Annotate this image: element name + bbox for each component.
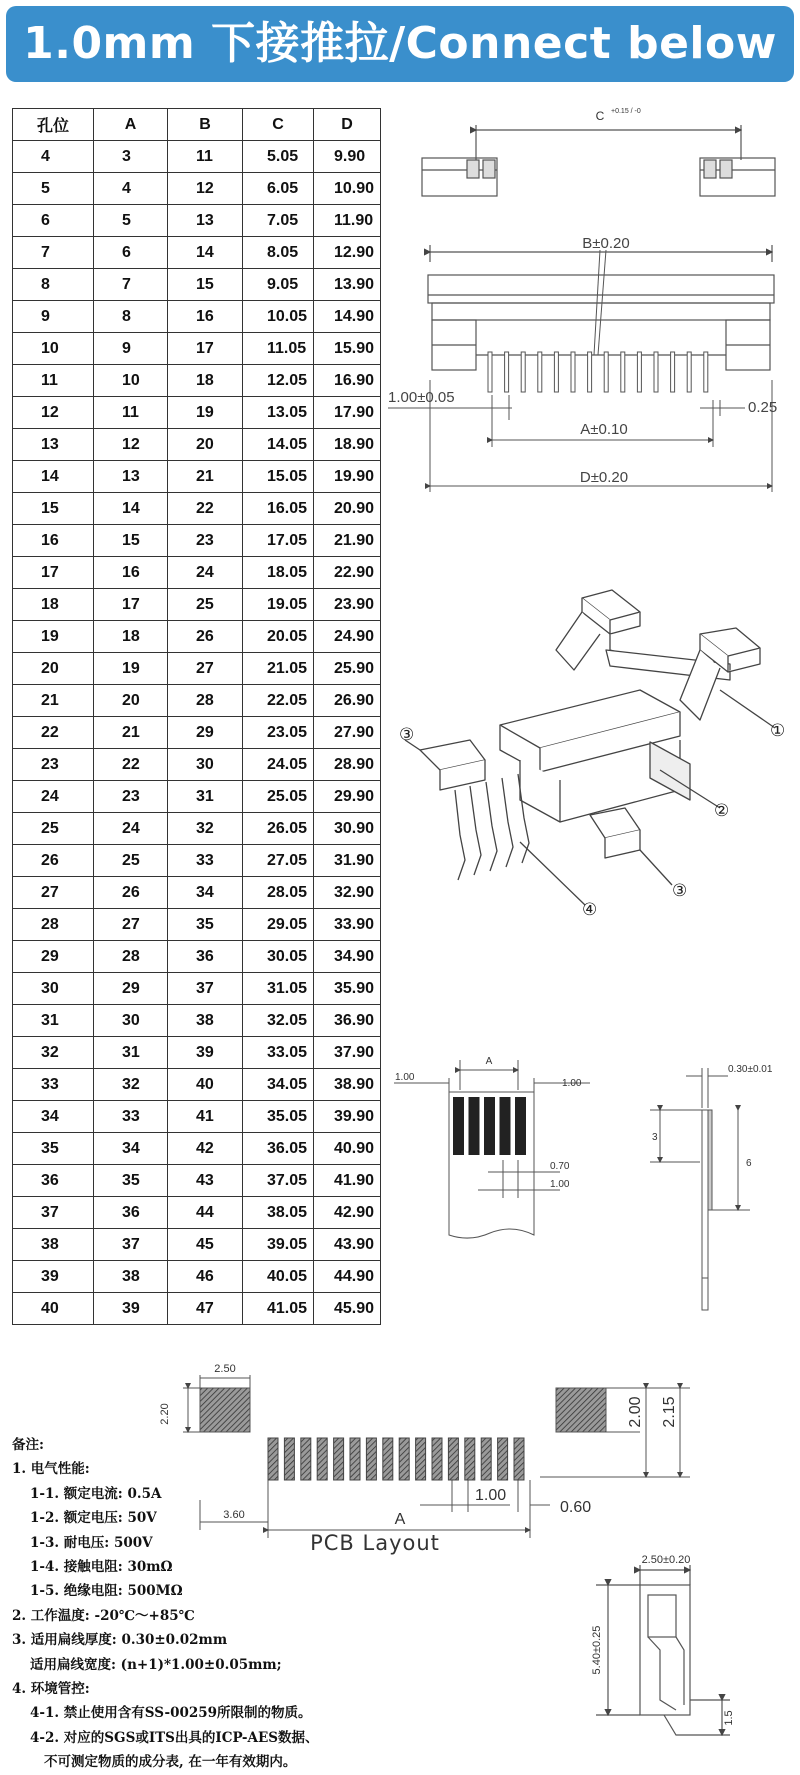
spec-notes bbox=[12, 1433, 319, 1775]
table-cell: 13.05 bbox=[243, 397, 314, 429]
table-cell: 39 bbox=[168, 1037, 243, 1069]
note-validity: 不可测定物质的成分表, 在一年有效期内。 bbox=[44, 1754, 297, 1771]
pcb-pitch-label: 1.00 bbox=[475, 1487, 507, 1504]
table-cell: 9 bbox=[13, 301, 94, 333]
table-cell: 39.90 bbox=[314, 1101, 381, 1133]
fpc-finger bbox=[453, 1097, 464, 1155]
fpc-fingers bbox=[453, 1097, 526, 1155]
table-cell: 20 bbox=[94, 685, 168, 717]
table-cell: 12 bbox=[168, 173, 243, 205]
table-cell: 4 bbox=[94, 173, 168, 205]
table-cell: 12 bbox=[13, 397, 94, 429]
table-cell: 39 bbox=[13, 1261, 94, 1293]
table-cell: 6.05 bbox=[243, 173, 314, 205]
table-cell: 17.90 bbox=[314, 397, 381, 429]
table-cell: 20.05 bbox=[243, 621, 314, 653]
table-cell: 14 bbox=[94, 493, 168, 525]
exploded-view-drawing bbox=[405, 590, 775, 905]
note-fpc-width: 适用扁线宽度: (n+1)*1.00±0.05mm; bbox=[30, 1656, 282, 1673]
table-cell: 17 bbox=[13, 557, 94, 589]
table-cell: 5 bbox=[13, 173, 94, 205]
table-cell: 40.90 bbox=[314, 1133, 381, 1165]
table-cell: 30 bbox=[94, 1005, 168, 1037]
table-cell: 34 bbox=[168, 877, 243, 909]
front-pin bbox=[571, 352, 575, 392]
table-cell: 45.90 bbox=[314, 1293, 381, 1325]
table-cell: 38 bbox=[13, 1229, 94, 1261]
fpc-finger bbox=[500, 1097, 511, 1155]
table-cell: 38 bbox=[94, 1261, 168, 1293]
table-cell: 10.05 bbox=[243, 301, 314, 333]
front-pin bbox=[604, 352, 608, 392]
table-cell: 39 bbox=[94, 1293, 168, 1325]
table-cell: 21 bbox=[94, 717, 168, 749]
table-cell: 25.90 bbox=[314, 653, 381, 685]
fpc-finger-width: 0.70 bbox=[550, 1161, 570, 1172]
pcb-pad bbox=[514, 1438, 524, 1480]
pcb-pad bbox=[498, 1438, 508, 1480]
table-cell: 34 bbox=[13, 1101, 94, 1133]
table-cell: 27 bbox=[94, 909, 168, 941]
table-cell: 21 bbox=[13, 685, 94, 717]
front-pin bbox=[505, 352, 509, 392]
table-cell: 40 bbox=[168, 1069, 243, 1101]
table-cell: 25 bbox=[13, 813, 94, 845]
fpc-finger bbox=[515, 1097, 526, 1155]
table-cell: 10.90 bbox=[314, 173, 381, 205]
note-icp-data: 4-2. 对应的SGS或ITS出具的ICP-AES数据、 bbox=[30, 1729, 319, 1746]
table-cell: 24 bbox=[13, 781, 94, 813]
table-cell: 36 bbox=[94, 1197, 168, 1229]
table-cell: 30.05 bbox=[243, 941, 314, 973]
note-withstand-voltage: 1-3. 耐电压: 500V bbox=[30, 1534, 153, 1551]
table-cell: 27 bbox=[13, 877, 94, 909]
note-electrical: 1. 电气性能: bbox=[12, 1461, 90, 1478]
table-cell: 29.05 bbox=[243, 909, 314, 941]
table-cell: 23 bbox=[94, 781, 168, 813]
table-cell: 32 bbox=[94, 1069, 168, 1101]
table-cell: 37 bbox=[168, 973, 243, 1005]
table-cell: 41.05 bbox=[243, 1293, 314, 1325]
table-cell: 27.05 bbox=[243, 845, 314, 877]
table-cell: 30 bbox=[13, 973, 94, 1005]
table-cell: 11 bbox=[94, 397, 168, 429]
table-cell: 20 bbox=[13, 653, 94, 685]
table-cell: 46 bbox=[168, 1261, 243, 1293]
table-cell: 18 bbox=[94, 621, 168, 653]
table-cell: 14 bbox=[168, 237, 243, 269]
pin-width-label: 0.25 bbox=[748, 399, 778, 416]
note-rated-current: 1-1. 额定电流: 0.5A bbox=[30, 1485, 162, 1502]
front-pin bbox=[538, 352, 542, 392]
table-cell: 21.05 bbox=[243, 653, 314, 685]
front-pin bbox=[554, 352, 558, 392]
table-cell: 9.90 bbox=[314, 141, 381, 173]
table-cell: 30 bbox=[168, 749, 243, 781]
table-cell: 14 bbox=[13, 461, 94, 493]
table-cell: 36.90 bbox=[314, 1005, 381, 1037]
table-cell: 11.90 bbox=[314, 205, 381, 237]
table-cell: 17 bbox=[94, 589, 168, 621]
table-cell: 40 bbox=[13, 1293, 94, 1325]
side-foot-label: 1.5 bbox=[723, 1710, 735, 1726]
table-cell: 13.90 bbox=[314, 269, 381, 301]
a-dim-label: A±0.10 bbox=[580, 421, 628, 438]
table-cell: 12.90 bbox=[314, 237, 381, 269]
table-cell: 33.90 bbox=[314, 909, 381, 941]
table-cell: 37.05 bbox=[243, 1165, 314, 1197]
table-cell: 31 bbox=[13, 1005, 94, 1037]
callout-contact-left: ③ bbox=[399, 725, 415, 745]
note-fpc-thickness: 3. 适用扁线厚度: 0.30±0.02mm bbox=[12, 1632, 228, 1649]
pcb-pad bbox=[317, 1438, 327, 1480]
table-cell: 21 bbox=[168, 461, 243, 493]
pcb-pad bbox=[366, 1438, 376, 1480]
table-cell: 32.90 bbox=[314, 877, 381, 909]
table-cell: 35.05 bbox=[243, 1101, 314, 1133]
table-cell: 13 bbox=[168, 205, 243, 237]
table-cell: 16.05 bbox=[243, 493, 314, 525]
table-cell: 17 bbox=[168, 333, 243, 365]
table-cell: 36 bbox=[168, 941, 243, 973]
table-cell: 24.90 bbox=[314, 621, 381, 653]
top-view-drawing bbox=[422, 125, 775, 196]
note-environment: 4. 环境管控: bbox=[12, 1681, 90, 1698]
fpc-right-margin: 1.00 bbox=[562, 1078, 582, 1089]
pcb-pad-width-label: 2.50 bbox=[214, 1363, 236, 1375]
header-d: D bbox=[314, 109, 381, 141]
table-cell: 24.05 bbox=[243, 749, 314, 781]
pcb-pad bbox=[416, 1438, 426, 1480]
front-pin bbox=[521, 352, 525, 392]
pcb-layout-caption: PCB Layout bbox=[310, 1531, 440, 1555]
table-cell: 22.90 bbox=[314, 557, 381, 589]
table-cell: 35.90 bbox=[314, 973, 381, 1005]
table-cell: 31.05 bbox=[243, 973, 314, 1005]
table-cell: 28 bbox=[168, 685, 243, 717]
page-title: 1.0mm 下接推拉/Connect below bbox=[6, 6, 794, 82]
table-cell: 28.05 bbox=[243, 877, 314, 909]
table-cell: 18 bbox=[13, 589, 94, 621]
table-cell: 7 bbox=[94, 269, 168, 301]
front-view-drawing bbox=[428, 245, 774, 370]
front-pin bbox=[704, 352, 708, 392]
table-cell: 35 bbox=[168, 909, 243, 941]
header-positions: 孔位 bbox=[13, 109, 94, 141]
front-pin bbox=[671, 352, 675, 392]
table-cell: 6 bbox=[13, 205, 94, 237]
table-cell: 26.05 bbox=[243, 813, 314, 845]
fpc-length-label: 6 bbox=[746, 1158, 752, 1169]
table-cell: 18.90 bbox=[314, 429, 381, 461]
table-cell: 37 bbox=[13, 1197, 94, 1229]
pcb-pad bbox=[465, 1438, 475, 1480]
pcb-pad bbox=[432, 1438, 442, 1480]
table-cell: 15 bbox=[94, 525, 168, 557]
table-cell: 21.90 bbox=[314, 525, 381, 557]
table-cell: 27.90 bbox=[314, 717, 381, 749]
table-cell: 38 bbox=[168, 1005, 243, 1037]
table-cell: 13 bbox=[13, 429, 94, 461]
pcb-pad bbox=[481, 1438, 491, 1480]
pcb-right-mount-pad bbox=[556, 1388, 606, 1432]
table-cell: 31 bbox=[168, 781, 243, 813]
pcb-a-label: A bbox=[394, 1511, 406, 1528]
pitch-dim-label: 1.00±0.05 bbox=[388, 389, 455, 406]
table-cell: 41.90 bbox=[314, 1165, 381, 1197]
table-cell: 11 bbox=[13, 365, 94, 397]
table-cell: 25 bbox=[168, 589, 243, 621]
table-cell: 37.90 bbox=[314, 1037, 381, 1069]
table-cell: 20.90 bbox=[314, 493, 381, 525]
table-cell: 38.90 bbox=[314, 1069, 381, 1101]
table-cell: 32 bbox=[13, 1037, 94, 1069]
fpc-pitch: 1.00 bbox=[550, 1179, 570, 1190]
table-cell: 22 bbox=[13, 717, 94, 749]
table-cell: 20 bbox=[168, 429, 243, 461]
table-cell: 11.05 bbox=[243, 333, 314, 365]
note-temperature: 2. 工作温度: -20℃～+85℃ bbox=[12, 1607, 195, 1624]
table-cell: 44.90 bbox=[314, 1261, 381, 1293]
notes-heading: 备注: bbox=[12, 1437, 44, 1453]
table-cell: 28 bbox=[13, 909, 94, 941]
table-cell: 33 bbox=[168, 845, 243, 877]
table-cell: 26 bbox=[168, 621, 243, 653]
note-rated-voltage: 1-2. 额定电压: 50V bbox=[30, 1510, 157, 1527]
callout-contact-right: ③ bbox=[672, 881, 688, 901]
table-cell: 19 bbox=[168, 397, 243, 429]
table-cell: 19 bbox=[13, 621, 94, 653]
table-cell: 26 bbox=[13, 845, 94, 877]
table-cell: 10 bbox=[94, 365, 168, 397]
fpc-left-margin: 1.00 bbox=[395, 1072, 415, 1083]
d-dim-label: D±0.20 bbox=[579, 469, 629, 486]
note-insulation-resistance: 1-5. 绝缘电阻: 500MΩ bbox=[30, 1583, 183, 1600]
pcb-pad bbox=[334, 1438, 344, 1480]
pcb-pad-r-height-label: 2.00 bbox=[627, 1396, 644, 1428]
callout-terminals: ④ bbox=[582, 900, 598, 920]
table-cell: 8 bbox=[13, 269, 94, 301]
side-height-label: 5.40±0.25 bbox=[591, 1625, 603, 1675]
pcb-pad-r-height2-label: 2.15 bbox=[661, 1396, 678, 1428]
table-cell: 22 bbox=[94, 749, 168, 781]
table-cell: 19.90 bbox=[314, 461, 381, 493]
front-pin bbox=[488, 352, 492, 392]
pcb-pad bbox=[383, 1438, 393, 1480]
callout-actuator: ① bbox=[770, 721, 786, 741]
table-cell: 3 bbox=[94, 141, 168, 173]
table-cell: 17.05 bbox=[243, 525, 314, 557]
table-cell: 16 bbox=[13, 525, 94, 557]
table-cell: 25.05 bbox=[243, 781, 314, 813]
table-cell: 39.05 bbox=[243, 1229, 314, 1261]
table-cell: 10 bbox=[13, 333, 94, 365]
table-cell: 16 bbox=[168, 301, 243, 333]
table-cell: 24 bbox=[94, 813, 168, 845]
table-cell: 34 bbox=[94, 1133, 168, 1165]
table-cell: 35 bbox=[94, 1165, 168, 1197]
note-contact-resistance: 1-4. 接触电阻: 30mΩ bbox=[30, 1559, 173, 1576]
table-cell: 29.90 bbox=[314, 781, 381, 813]
side-section-drawing bbox=[596, 1565, 730, 1735]
table-cell: 13 bbox=[94, 461, 168, 493]
pcb-left-mount-pad bbox=[200, 1388, 250, 1432]
table-cell: 7 bbox=[13, 237, 94, 269]
table-cell: 6 bbox=[94, 237, 168, 269]
table-cell: 40.05 bbox=[243, 1261, 314, 1293]
table-cell: 5.05 bbox=[243, 141, 314, 173]
table-cell: 28 bbox=[94, 941, 168, 973]
table-cell: 16 bbox=[94, 557, 168, 589]
table-cell: 18.05 bbox=[243, 557, 314, 589]
table-cell: 29 bbox=[13, 941, 94, 973]
table-cell: 38.05 bbox=[243, 1197, 314, 1229]
table-cell: 7.05 bbox=[243, 205, 314, 237]
pcb-pad bbox=[350, 1438, 360, 1480]
fpc-stiffener-label: 3 bbox=[652, 1132, 658, 1143]
table-cell: 29 bbox=[94, 973, 168, 1005]
table-cell: 31 bbox=[94, 1037, 168, 1069]
table-cell: 35 bbox=[13, 1133, 94, 1165]
table-cell: 23 bbox=[168, 525, 243, 557]
table-cell: 11 bbox=[168, 141, 243, 173]
front-pin bbox=[687, 352, 691, 392]
table-cell: 30.90 bbox=[314, 813, 381, 845]
table-cell: 4 bbox=[13, 141, 94, 173]
note-restricted-substances: 4-1. 禁止使用含有SS-00259所限制的物质。 bbox=[30, 1705, 312, 1722]
c-dim-tolerance: +0.15 / -0 bbox=[611, 108, 641, 115]
table-cell: 9 bbox=[94, 333, 168, 365]
table-cell: 12.05 bbox=[243, 365, 314, 397]
pcb-left-offset-label: 3.60 bbox=[223, 1509, 245, 1521]
table-cell: 29 bbox=[168, 717, 243, 749]
header-b: B bbox=[168, 109, 243, 141]
table-cell: 9.05 bbox=[243, 269, 314, 301]
table-cell: 42.90 bbox=[314, 1197, 381, 1229]
table-cell: 12 bbox=[94, 429, 168, 461]
front-pin bbox=[637, 352, 641, 392]
table-cell: 28.90 bbox=[314, 749, 381, 781]
table-cell: 43.90 bbox=[314, 1229, 381, 1261]
table-cell: 34.05 bbox=[243, 1069, 314, 1101]
table-cell: 19 bbox=[94, 653, 168, 685]
header-a: A bbox=[94, 109, 168, 141]
table-cell: 44 bbox=[168, 1197, 243, 1229]
table-cell: 37 bbox=[94, 1229, 168, 1261]
table-cell: 42 bbox=[168, 1133, 243, 1165]
table-cell: 23.90 bbox=[314, 589, 381, 621]
pcb-pad-height-label: 2.20 bbox=[159, 1403, 171, 1425]
table-cell: 19.05 bbox=[243, 589, 314, 621]
table-cell: 14.05 bbox=[243, 429, 314, 461]
table-cell: 15 bbox=[168, 269, 243, 301]
fpc-side-drawing bbox=[650, 1068, 750, 1310]
table-cell: 23 bbox=[13, 749, 94, 781]
table-cell: 26 bbox=[94, 877, 168, 909]
fpc-a-label: A bbox=[485, 1056, 493, 1067]
table-cell: 36 bbox=[13, 1165, 94, 1197]
table-cell: 22.05 bbox=[243, 685, 314, 717]
table-cell: 23.05 bbox=[243, 717, 314, 749]
table-cell: 33 bbox=[94, 1101, 168, 1133]
table-cell: 16.90 bbox=[314, 365, 381, 397]
front-pin bbox=[621, 352, 625, 392]
table-cell: 32.05 bbox=[243, 1005, 314, 1037]
front-pin bbox=[588, 352, 592, 392]
front-view-pins bbox=[488, 352, 708, 392]
table-cell: 33.05 bbox=[243, 1037, 314, 1069]
b-dim-label: B±0.20 bbox=[582, 235, 630, 252]
table-cell: 45 bbox=[168, 1229, 243, 1261]
side-width-label: 2.50±0.20 bbox=[641, 1554, 691, 1566]
table-cell: 18 bbox=[168, 365, 243, 397]
table-cell: 8 bbox=[94, 301, 168, 333]
table-cell: 26.90 bbox=[314, 685, 381, 717]
table-cell: 24 bbox=[168, 557, 243, 589]
pcb-pad bbox=[399, 1438, 409, 1480]
fpc-finger bbox=[484, 1097, 495, 1155]
table-cell: 5 bbox=[94, 205, 168, 237]
fpc-finger bbox=[469, 1097, 480, 1155]
callout-housing: ② bbox=[714, 801, 730, 821]
table-cell: 34.90 bbox=[314, 941, 381, 973]
table-cell: 47 bbox=[168, 1293, 243, 1325]
table-cell: 22 bbox=[168, 493, 243, 525]
table-cell: 43 bbox=[168, 1165, 243, 1197]
table-cell: 15.05 bbox=[243, 461, 314, 493]
c-dim-label: C bbox=[595, 109, 605, 123]
table-cell: 32 bbox=[168, 813, 243, 845]
fpc-thickness-label: 0.30±0.01 bbox=[728, 1064, 773, 1075]
table-cell: 8.05 bbox=[243, 237, 314, 269]
table-cell: 15.90 bbox=[314, 333, 381, 365]
table-cell: 14.90 bbox=[314, 301, 381, 333]
front-pin bbox=[654, 352, 658, 392]
table-cell: 25 bbox=[94, 845, 168, 877]
pcb-width-label: 0.60 bbox=[560, 1499, 592, 1516]
table-cell: 33 bbox=[13, 1069, 94, 1101]
header-c: C bbox=[243, 109, 314, 141]
table-cell: 36.05 bbox=[243, 1133, 314, 1165]
table-cell: 27 bbox=[168, 653, 243, 685]
pcb-pad bbox=[448, 1438, 458, 1480]
table-cell: 31.90 bbox=[314, 845, 381, 877]
table-cell: 15 bbox=[13, 493, 94, 525]
table-cell: 41 bbox=[168, 1101, 243, 1133]
